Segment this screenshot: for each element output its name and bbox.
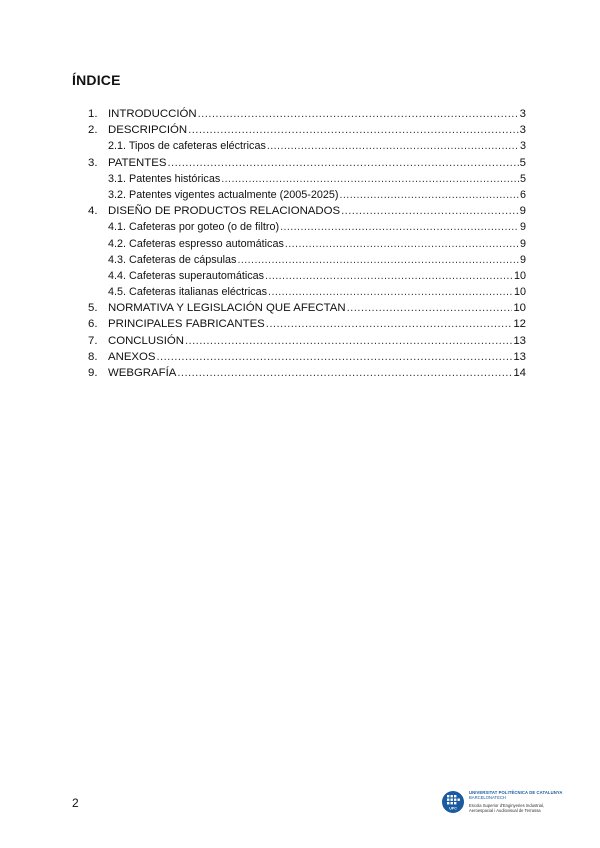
toc-entry-number: 4.1. (108, 221, 127, 234)
toc-entry[interactable] (88, 189, 526, 205)
toc-entry[interactable] (88, 173, 526, 189)
toc-entry-number: 3.2. (108, 188, 127, 201)
toc-entry-number: 6. (88, 318, 98, 331)
toc-entry-text: Cafeteras superautomáticas (129, 269, 265, 282)
toc-entry-page: 13 (513, 350, 526, 363)
toc-entry-label (108, 173, 220, 185)
toc-entry-text: CONCLUSIÓN (108, 334, 184, 347)
toc-entry-page: 14 (513, 367, 526, 379)
upc-logo (442, 786, 572, 818)
toc-entry-text: Tipos de cafeteras eléctricas (128, 140, 266, 153)
toc-entry-text: Cafeteras espresso automáticas (129, 237, 284, 250)
toc-entry-number: 2.1. (108, 140, 127, 153)
toc-leader-dots (177, 367, 512, 379)
toc-entry-page: 9 (519, 205, 526, 218)
toc-entry[interactable] (88, 157, 526, 173)
toc-leader-dots (198, 108, 519, 120)
toc-leader-dots (237, 254, 519, 266)
toc-entry[interactable] (88, 286, 526, 302)
toc-entry-number: 5. (88, 302, 98, 315)
toc-entry-number: 8. (88, 350, 98, 363)
toc-entry-label (108, 238, 284, 250)
toc-entry[interactable] (88, 205, 526, 221)
toc-entry-label (88, 108, 197, 120)
toc-entry-label (108, 140, 266, 152)
toc-entry-number: 4.4. (108, 269, 127, 282)
toc-entry-page: 3 (519, 108, 526, 120)
page-title: ÍNDICE (72, 72, 121, 88)
toc-entry-text: Cafeteras por goteo (o de filtro) (129, 221, 280, 234)
toc-entry-page: 10 (513, 286, 526, 299)
toc-entry-label (88, 124, 187, 136)
toc-leader-dots (285, 238, 519, 250)
toc-entry-page: 10 (513, 269, 526, 282)
toc-entry[interactable] (88, 140, 526, 156)
page-number: 2 (72, 796, 79, 810)
toc-leader-dots (347, 302, 513, 314)
toc-entry[interactable] (88, 254, 526, 270)
toc-entry-page: 9 (519, 221, 526, 234)
toc-entry[interactable] (88, 124, 526, 140)
logo-line-1: UNIVERSITAT POLITÈCNICA DE CATALUNYA (469, 790, 563, 796)
toc-entry-text: INTRODUCCIÓN (108, 108, 197, 120)
toc-entry-text: DESCRIPCIÓN (108, 124, 188, 137)
toc-entry[interactable] (88, 108, 526, 124)
toc-entry-label (88, 157, 166, 169)
toc-entry-label (88, 335, 184, 347)
toc-entry[interactable] (88, 238, 526, 254)
toc-leader-dots (340, 189, 519, 201)
toc-entry-number: 4. (88, 205, 98, 218)
toc-leader-dots (266, 318, 513, 330)
toc-entry-label (108, 286, 267, 298)
toc-leader-dots (268, 286, 513, 298)
toc-entry-number: 1. (88, 108, 98, 120)
toc-entry-number: 2. (88, 124, 98, 137)
toc-entry-page: 3 (519, 140, 526, 153)
toc-entry[interactable] (88, 221, 526, 237)
toc-leader-dots (341, 205, 519, 217)
toc-leader-dots (188, 124, 519, 136)
toc-entry[interactable] (88, 367, 526, 383)
toc-entry-text: Patentes vigentes actualmente (2005-2025) (129, 188, 339, 201)
toc-entry-text: PRINCIPALES FABRICANTES (108, 318, 265, 331)
toc-leader-dots (265, 270, 513, 282)
toc-entry-text: Cafeteras de cápsulas (129, 253, 237, 266)
toc-leader-dots (267, 140, 519, 152)
toc-entry-page: 10 (513, 302, 526, 315)
toc-entry-text: ANEXOS (108, 350, 156, 363)
toc-entry[interactable] (88, 302, 526, 318)
toc-entry[interactable] (88, 351, 526, 367)
toc-entry-page: 12 (513, 318, 526, 331)
toc-entry-text: WEBGRAFÍA (108, 367, 177, 379)
toc-entry-text: NORMATIVA Y LEGISLACIÓN QUE AFECTAN (108, 302, 346, 315)
table-of-contents (88, 108, 526, 383)
toc-entry-number: 3. (88, 156, 98, 169)
svg-text:UPC: UPC (449, 806, 457, 811)
toc-leader-dots (280, 221, 519, 233)
toc-entry-label (108, 254, 236, 266)
toc-entry[interactable] (88, 335, 526, 351)
toc-entry-page: 9 (519, 253, 526, 266)
toc-entry-number: 9. (88, 367, 98, 379)
toc-entry-label (88, 318, 265, 330)
toc-entry-number: 3.1. (108, 172, 127, 185)
toc-entry-label (108, 270, 264, 282)
toc-entry-page: 9 (519, 237, 526, 250)
toc-entry-label (88, 302, 346, 314)
toc-entry-text: Cafeteras italianas eléctricas (129, 286, 268, 299)
toc-entry-label (88, 351, 155, 363)
toc-entry-label (88, 205, 340, 217)
toc-entry-page: 3 (519, 124, 526, 137)
toc-entry-page: 6 (519, 188, 526, 201)
toc-entry[interactable] (88, 270, 526, 286)
toc-entry-text: Patentes históricas (129, 172, 221, 185)
toc-entry-number: 4.5. (108, 286, 127, 299)
toc-entry-text: PATENTES (108, 156, 167, 169)
toc-entry-number: 4.2. (108, 237, 127, 250)
toc-entry-number: 7. (88, 334, 98, 347)
toc-entry-page: 5 (519, 156, 526, 169)
toc-entry-page: 13 (513, 334, 526, 347)
logo-line-2: BARCELONATECH (469, 795, 506, 801)
logo-line-4: Aeroespacial i Audiovisual de Terrassa (469, 807, 541, 813)
toc-entry-label (108, 221, 279, 233)
toc-entry-page: 5 (519, 172, 526, 185)
toc-entry-text: DISEÑO DE PRODUCTOS RELACIONADOS (108, 205, 341, 218)
upc-logo-icon (442, 791, 464, 813)
toc-entry-label (88, 367, 176, 379)
toc-entry[interactable] (88, 318, 526, 334)
toc-leader-dots (167, 157, 518, 169)
logo-line-3: Escola Superior d'Enginyeries Industrial, (469, 802, 545, 808)
toc-entry-label (108, 189, 339, 201)
toc-entry-number: 4.3. (108, 253, 127, 266)
toc-leader-dots (185, 335, 512, 347)
toc-leader-dots (221, 173, 519, 185)
toc-leader-dots (156, 351, 512, 363)
